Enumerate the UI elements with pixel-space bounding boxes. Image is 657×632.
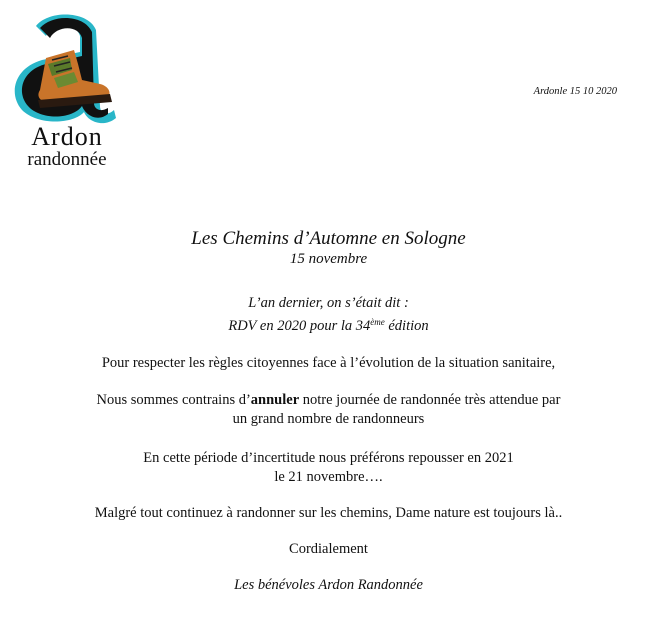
paragraph-cancel bbox=[0, 391, 657, 429]
cancel-text-before: Nous sommes contrains d’ bbox=[96, 392, 251, 408]
intro-line-2 bbox=[0, 313, 657, 336]
paragraph-postpone-line-1: En cette période d’incertitude nous préférons repousser en 2021 bbox=[143, 450, 514, 466]
intro-line-1: L’an dernier, on s’était dit : bbox=[248, 295, 409, 311]
paragraph-postpone-line-2: le 21 novembre…. bbox=[274, 469, 383, 485]
paragraph-encourage: Malgré tout continuez à randonner sur les chemins, Dame nature est toujours là.. bbox=[94, 505, 563, 521]
paragraph-cancel-line-2: un grand nombre de randonneurs bbox=[232, 411, 425, 427]
event-date: 15 novembre bbox=[289, 251, 368, 267]
logo bbox=[8, 6, 118, 168]
logo-word-randonnee: randonnée bbox=[27, 149, 107, 170]
logo-word-ardon: Ardon bbox=[31, 122, 103, 151]
intro-line-2-end: édition bbox=[384, 318, 429, 334]
closing-regards: Cordialement bbox=[289, 541, 368, 557]
cancel-text-after: notre journée de randonnée très attendue par bbox=[299, 392, 561, 408]
paragraph-postpone bbox=[0, 449, 657, 487]
paragraph-rules: Pour respecter les règles citoyennes face à l’évolution de la situation sanitaire, bbox=[101, 355, 556, 371]
boot-logo-icon bbox=[8, 6, 118, 126]
paragraph-cancel-line-1 bbox=[0, 391, 657, 410]
signature: Les bénévoles Ardon Randonnée bbox=[234, 577, 423, 593]
intro-line-2-text: RDV en 2020 pour la 34 bbox=[228, 318, 371, 334]
cancel-bold-word: annuler bbox=[250, 392, 300, 408]
intro-superscript: ème bbox=[370, 317, 385, 327]
letter-date: Ardonle 15 10 2020 bbox=[533, 86, 617, 97]
event-title: Les Chemins d’Automne en Sologne bbox=[191, 228, 466, 249]
